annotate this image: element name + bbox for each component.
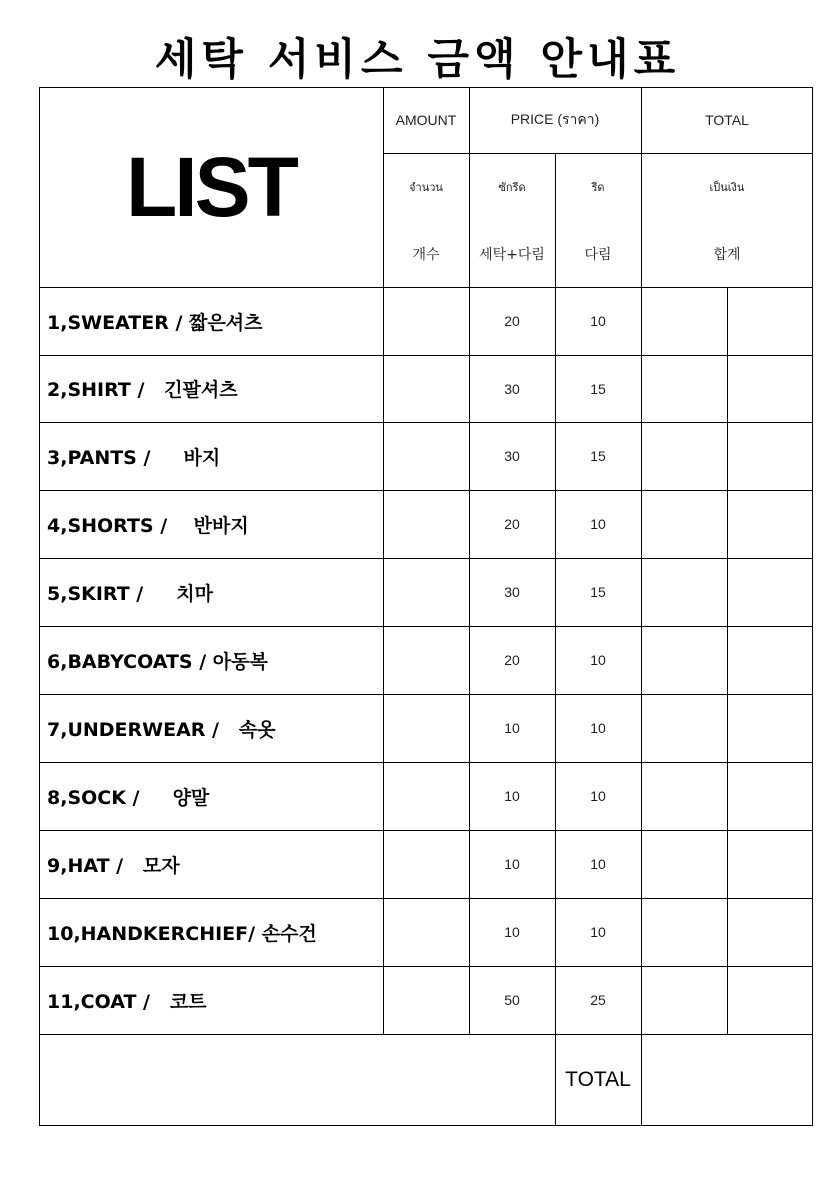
amount-header: AMOUNT (395, 112, 457, 128)
page-title: 세탁 서비스 금액 안내표 (154, 35, 681, 85)
item-label: 7,UNDERWEAR / 속옷 (47, 718, 276, 741)
item-label: 1,SWEATER / 짧은셔츠 (47, 311, 263, 334)
item-label: 5,SKIRT / 치마 (47, 582, 213, 605)
iron-thai-label: รีด (591, 180, 605, 194)
wash-iron-price: 30 (504, 448, 520, 464)
item-label: 11,COAT / 코트 (47, 990, 207, 1013)
wash-iron-price: 10 (504, 788, 520, 804)
iron-kor-label: 다림 (584, 246, 612, 263)
iron-price: 15 (590, 584, 606, 600)
total-thai-label: เป็นเงิน (709, 180, 745, 194)
wash-iron-price: 30 (504, 380, 520, 397)
item-label: 4,SHORTS / 반바지 (47, 514, 249, 537)
item-label: 8,SOCK / 양말 (47, 786, 210, 809)
price-header: PRICE (ราคา) (510, 111, 600, 127)
iron-price: 15 (590, 380, 606, 397)
amount-kor-label: 개수 (412, 246, 440, 263)
iron-price: 10 (590, 924, 606, 940)
wash-iron-price: 10 (504, 856, 520, 872)
wash-iron-price: 50 (504, 992, 520, 1008)
iron-price: 15 (590, 448, 606, 464)
iron-price: 10 (590, 856, 606, 872)
wash-iron-price: 20 (504, 516, 520, 532)
total-kor-label: 합계 (713, 246, 741, 263)
item-label: 10,HANDKERCHIEF/ 손수건 (47, 922, 317, 945)
iron-price: 10 (590, 313, 606, 329)
iron-price: 25 (590, 992, 606, 1008)
wash-iron-price: 10 (504, 924, 520, 940)
price-table (39, 87, 813, 1126)
item-label: 2,SHIRT / 긴팔셔츠 (47, 379, 238, 401)
item-label: 3,PANTS / 바지 (47, 446, 221, 469)
wash-iron-kor-label: 세탁+다림 (479, 246, 545, 263)
total-header: TOTAL (705, 112, 749, 128)
item-label: 6,BABYCOATS / 아동복 (47, 650, 268, 673)
wash-iron-price: 20 (504, 652, 520, 668)
list-heading: LIST (126, 139, 296, 234)
grand-total-label: TOTAL (565, 1067, 631, 1091)
wash-iron-price: 10 (504, 720, 520, 736)
amount-thai-label: จำนวน (409, 180, 443, 194)
wash-iron-price: 20 (504, 313, 520, 329)
iron-price: 10 (590, 720, 606, 736)
item-label: 9,HAT / 모자 (47, 854, 180, 877)
iron-price: 10 (590, 652, 606, 668)
iron-price: 10 (590, 788, 606, 804)
wash-iron-thai-label: ซักรีด (498, 180, 526, 194)
iron-price: 10 (590, 516, 606, 532)
wash-iron-price: 30 (504, 584, 520, 600)
